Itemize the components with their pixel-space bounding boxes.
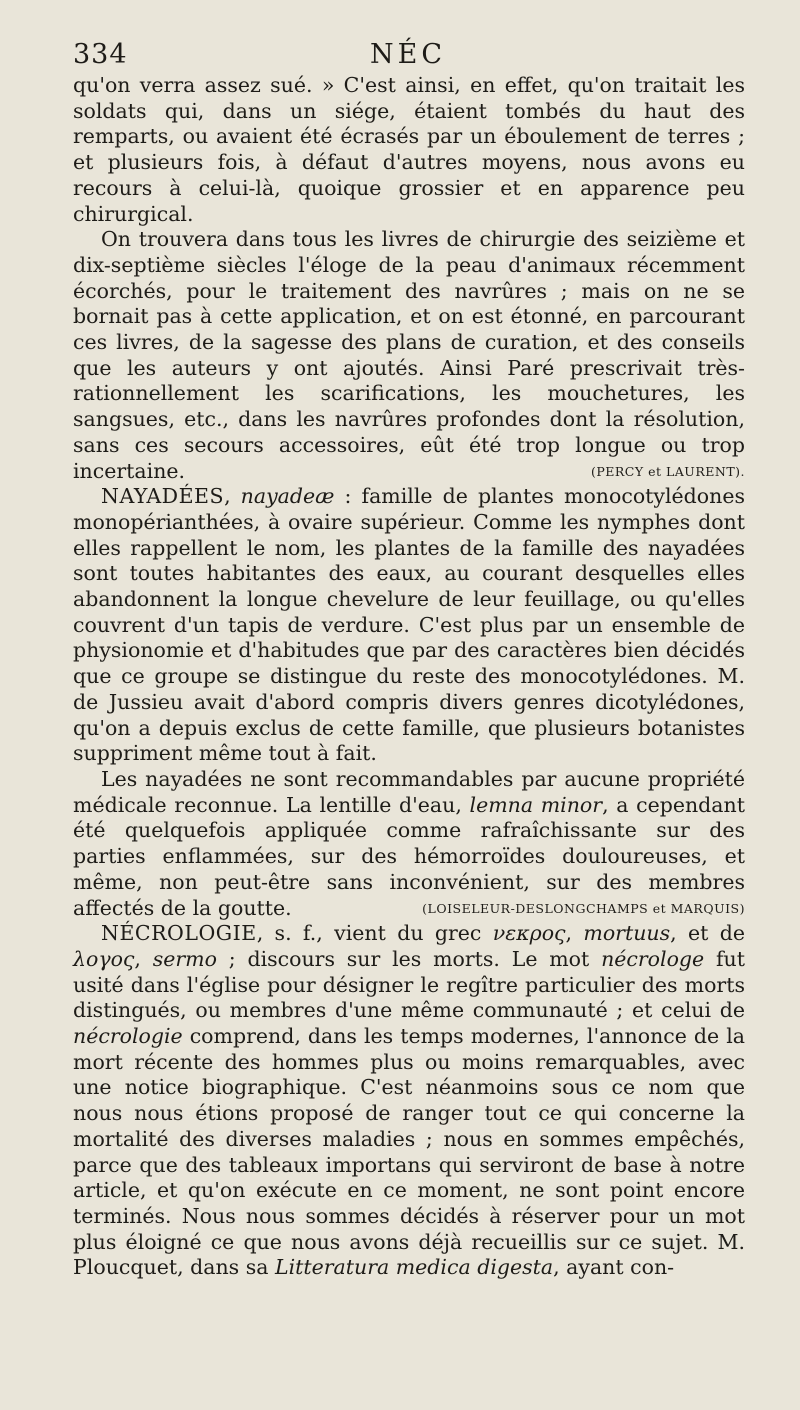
entry-necrologie: NÉCROLOGIE, s. f., vient du grec νεκρος, mortuus, et de λογος, sermo ; discours sur les morts. Le mot nécrologe fut usité dans l'église pour désigner le regître particulier des morts distingués, ou membres d'une même communauté ; et celui de nécrologie comprend, dans les temps modernes, l'annonce de la mort récente des hommes plus ou moins remarquables, avec une notice biographique. C'est néanmoins sous ce nom que nous nous étions proposé de ranger tout ce qui concerne la mortalité des diverses maladies ; nous en sommes empêchés, parce que des tableaux importans qui serviront de base à notre article, et qu'on exécute en ce moment, ne sont point encore terminés. Nous nous sommes décidés à réserver pour un mot plus éloigné ce que nous avons déjà recueillis sur ce sujet. M. Ploucquet, dans sa Litteratura medica digesta, ayant con-	[73, 921, 746, 1280]
running-head: NÉC	[370, 39, 446, 70]
book-title: Litteratura medica digesta	[274, 1255, 554, 1280]
paragraph-navrures	[73, 227, 745, 484]
author-signature: (LOISELEUR-DESLONGCHAMPS et MARQUIS)	[422, 900, 745, 916]
paragraph-text: qu'on verra assez sué. » C'est ainsi, en effet, qu'on traitait les soldats qui, dans un siége, étaient tombés du haut des remparts, ou avaient été écrasés par un éboulement de terres ; et plusieurs fois, à défaut d'autres moyens, nous avons eu recours à celui-là, quoique grossier et en apparence peu chirurgical.	[73, 73, 745, 226]
greek-word: λογος	[73, 946, 135, 971]
paragraph-continuation	[73, 73, 745, 227]
latin-name: nayadeæ	[240, 484, 335, 509]
entry-headword: NAYADÉES	[101, 484, 225, 509]
latin-name: lemna minor	[469, 792, 603, 817]
italic-term: nécrologe	[601, 946, 705, 971]
paragraph-text: Les nayadées ne sont recommandables par aucune propriété médicale reconnue. La lentille d'eau,	[73, 766, 745, 817]
paragraph-text: On trouvera dans tous les livres de chirurgie des seizième et dix-septième siècles l'éloge de la peau d'animaux récemment écorchés, pour le traitement des navrûres ; mais on ne se bornait pas à cette application, et on est étonné, en parcourant ces livres, de la sagesse des plans de curation, et des conseils que les auteurs y ont ajoutés. Ainsi Paré prescrivait très-rationnellement les scarifications, les mouchetures, les sangsues, etc., dans les navrûres profondes dont la résolution, sans ces secours accessoires, eût été trop longue ou trop incertaine.	[73, 227, 745, 483]
italic-term: nécrologie	[73, 1024, 183, 1049]
author-signature: (PERCY et LAURENT).	[590, 463, 745, 479]
greek-word: νεκρος	[492, 921, 566, 946]
paragraph-text: , a cependant été quelquefois appliquée comme rafraîchissante sur des parties enflammées, sur des hémorroïdes douloureuses, et même, non peut-être sans inconvénient, sur des membres affectés de la goutte.	[73, 792, 745, 920]
page-header	[73, 38, 743, 72]
page-number: 334	[73, 39, 128, 70]
body-text	[73, 73, 745, 1281]
latin-word: mortuus	[583, 921, 671, 946]
entry-text: : famille de plantes monocotylédones monopérianthées, à ovaire supérieur. Comme les nymphes dont elles rappellent le nom, les plantes de la famille des nayadées sont toutes habitantes des eaux, au courant desquelles elles abandonnent la longue chevelure de leur feuillage, ou qu'elles couvrent d'un tapis de verdure. C'est plus par un ensemble de physionomie et d'habitudes que par des caractères bien décidés que ce groupe se distingue du reste des monocotylédones. M. de Jussieu avait d'abord compris divers genres dicotylédones, qu'on a depuis exclus de cette famille, que plusieurs botanistes suppriment même tout à fait.	[73, 484, 745, 766]
latin-word: sermo	[152, 946, 217, 971]
paragraph-nayadees-medical	[73, 767, 745, 921]
entry-headword: NÉCROLOGIE	[101, 921, 257, 946]
entry-nayadees: NAYADÉES, nayadeæ : famille de plantes monocotylédones monopérianthées, à ovaire supérieur. Comme les nymphes dont elles rappellent le nom, les plantes de la famille des nayadées sont toutes habitantes des eaux, au courant desquelles elles abandonnent la longue chevelure de leur feuillage, ou qu'elles couvrent d'un tapis de verdure. C'est plus par un ensemble de physionomie et d'habitudes que par des caractères bien décidés que ce groupe se distingue du reste des monocotylédones. M. de Jussieu avait d'abord compris divers genres dicotylédones, qu'on a depuis exclus de cette famille, que plusieurs botanistes suppriment même tout à fait.	[73, 484, 745, 766]
entry-text: , s. f., vient du grec	[256, 921, 493, 946]
